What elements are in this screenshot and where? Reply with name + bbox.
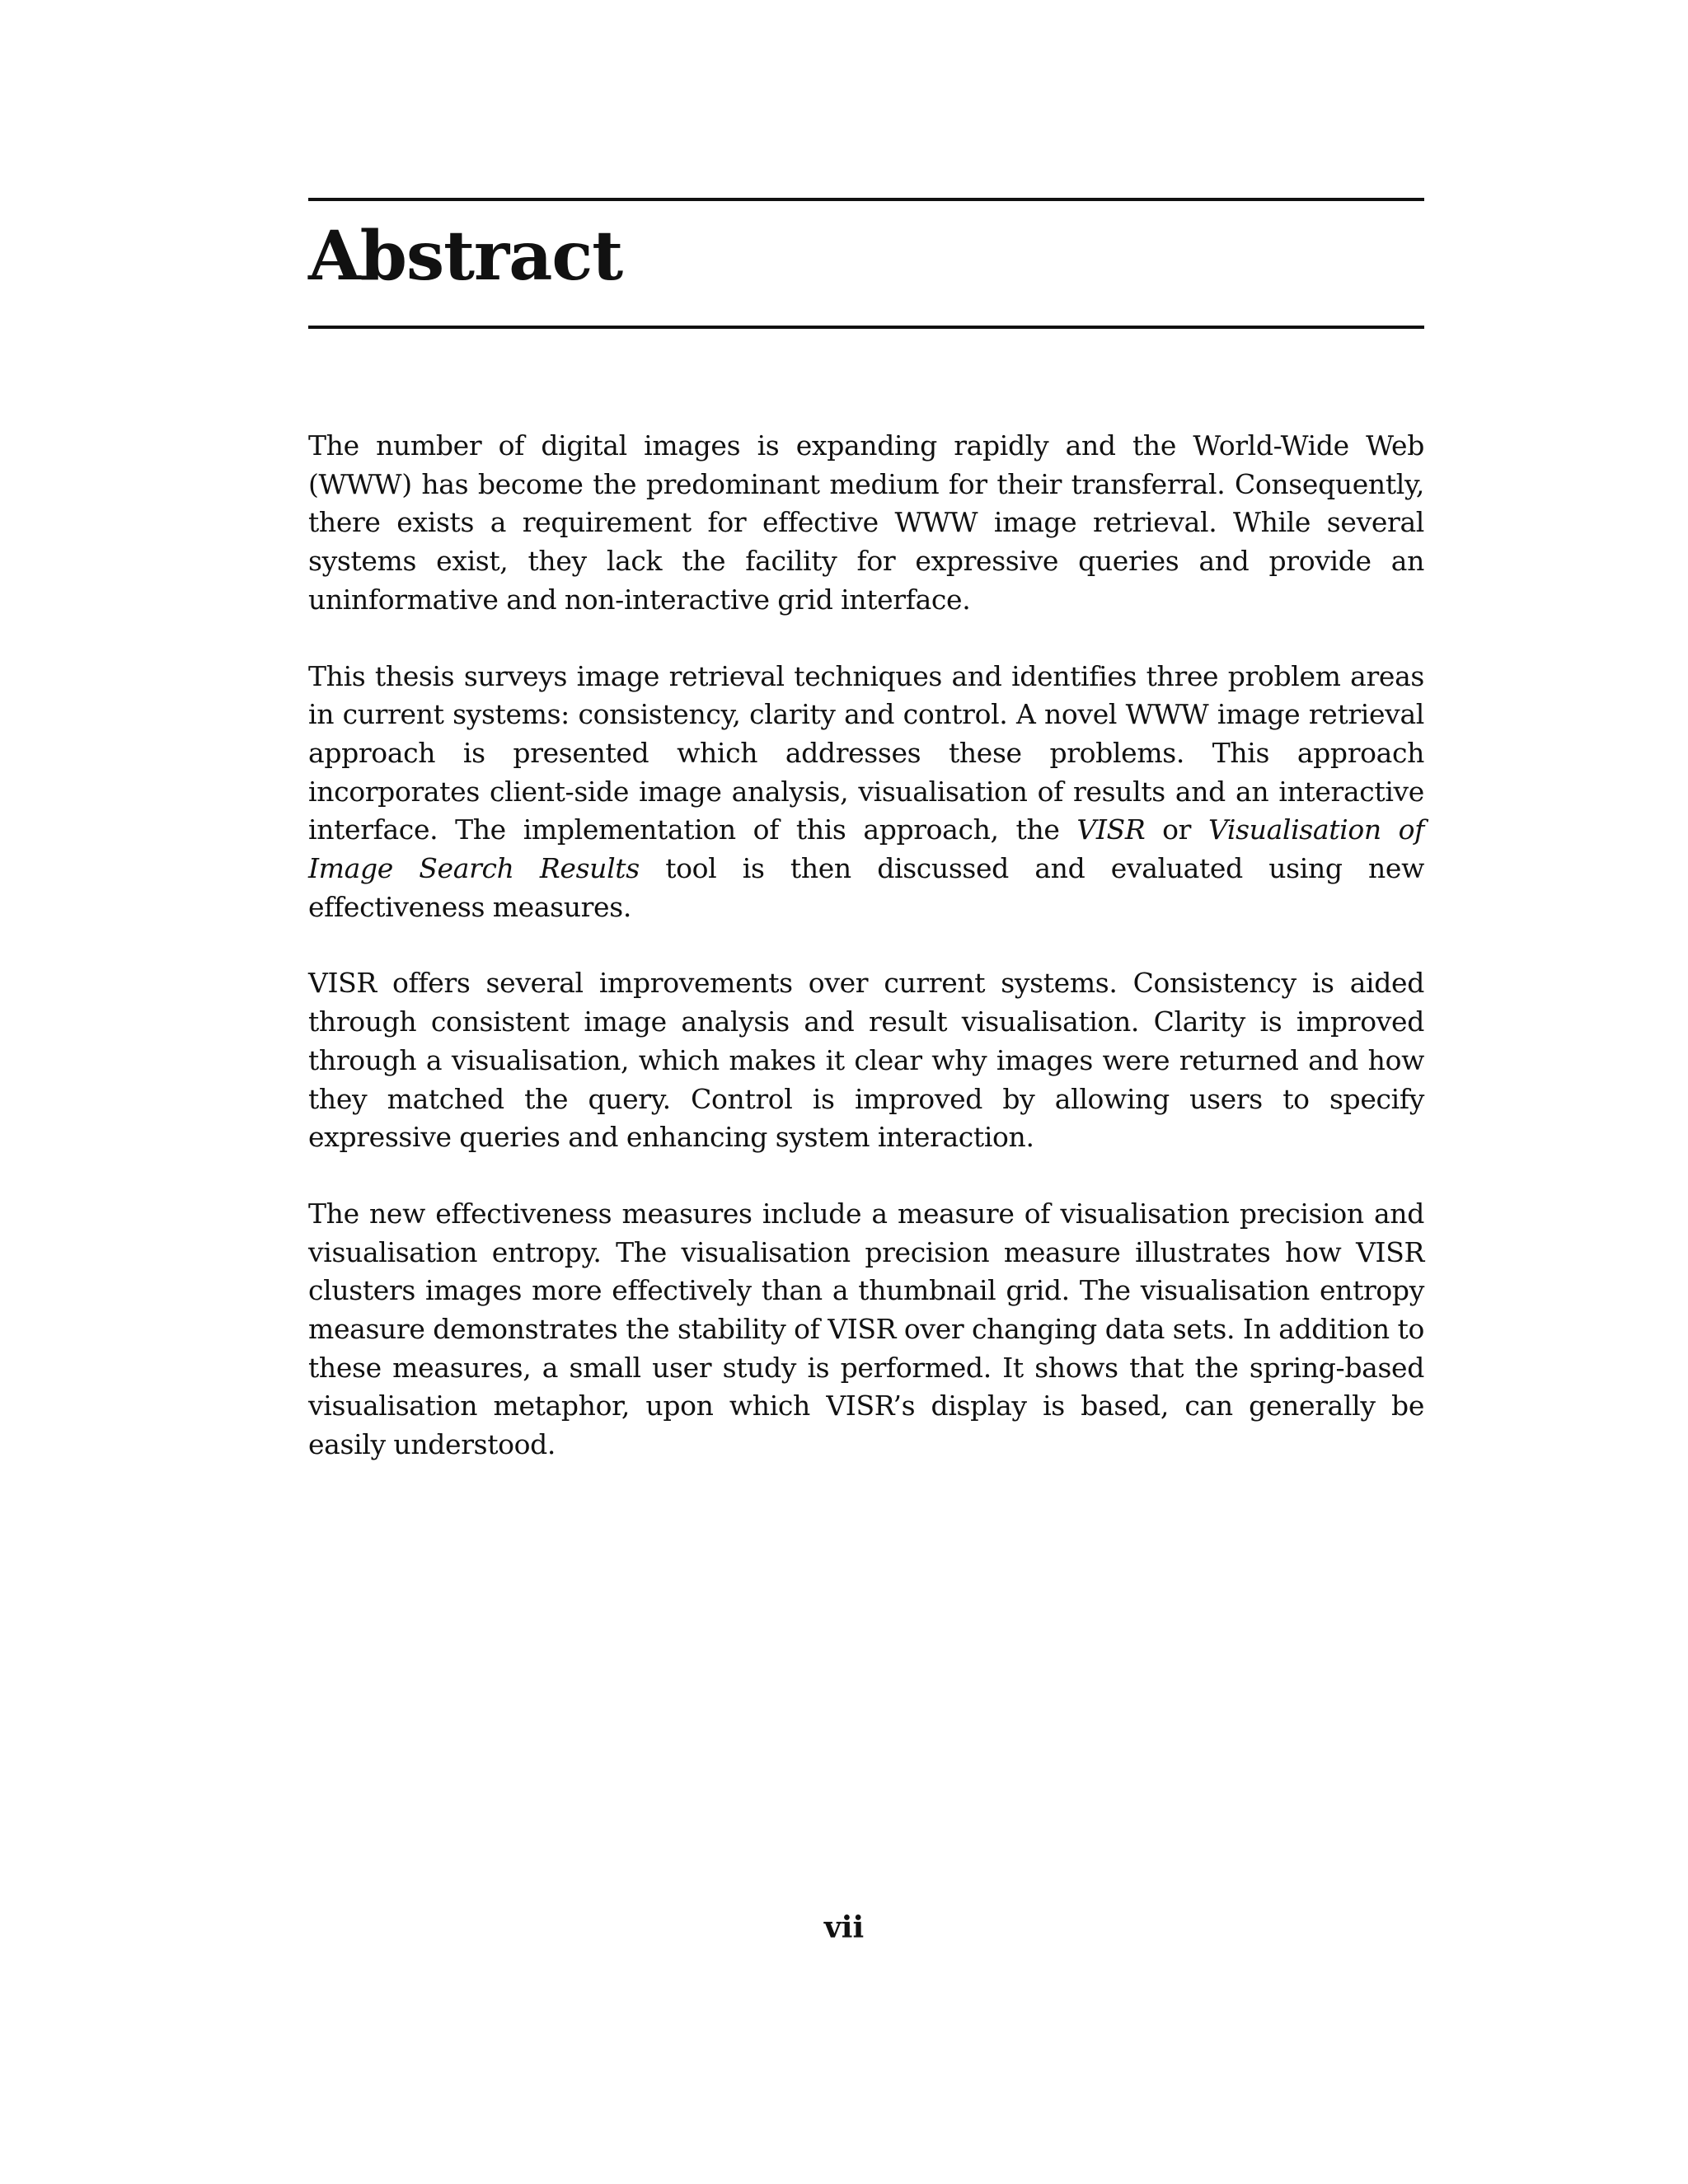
visr-abbreviation: VISR xyxy=(1076,813,1146,846)
chapter-top-rule xyxy=(308,198,1424,201)
abstract-paragraph-1: The number of digital images is expanding rapidly and the World-Wide Web (WWW) has become the predominant medium for their transferral. Consequently, there exists a requirement for effective WWW image retrieval. While several systems exist, they lack the facility for expressive queries and provide an uninformative and non-interactive grid interface. xyxy=(308,429,1424,616)
paragraph-2-text-after: tool is then discussed and evaluated using new effectiveness measures. xyxy=(308,852,1424,923)
page-number: vii xyxy=(823,1910,865,1945)
paragraph-2-text-middle: or xyxy=(1145,813,1208,846)
chapter-title: Abstract xyxy=(308,217,623,296)
abstract-paragraph-3: VISR offers several improvements over current systems. Consistency is aided through consistent image analysis and result visualisation. Clarity is improved through a visualisation, which makes it clear why images were returned and how they matched the query. Control is improved by allowing users to specify expressive queries and enhancing system interaction. xyxy=(308,967,1424,1154)
abstract-body xyxy=(308,427,1424,1502)
visr-full-name: Visualisation of Image Search Results xyxy=(308,813,1424,885)
chapter-bottom-rule xyxy=(308,326,1424,329)
abstract-paragraph-4: The new effectiveness measures include a measure of visualisation precision and visualisation entropy. The visualisation precision measure illustrates how VISR clusters images more effectively than a thumbnail grid. The visualisation entropy measure demonstrates the stability of VISR over changing data sets. In addition to these measures, a small user study is performed. It shows that the spring-based visualisation metaphor, upon which VISR’s display is based, can generally be easily understood. xyxy=(308,1197,1424,1461)
abstract-paragraph-2 xyxy=(308,658,1424,927)
paragraph-2-text-before: This thesis surveys image retrieval techniques and identifies three problem areas in current systems: consistency, clarity and control. A novel WWW image retrieval approach is presented which addresses these problems. This approach incorporates client-side image analysis, visualisation of results and an interactive interface. The implementation of this approach, the xyxy=(308,659,1424,846)
